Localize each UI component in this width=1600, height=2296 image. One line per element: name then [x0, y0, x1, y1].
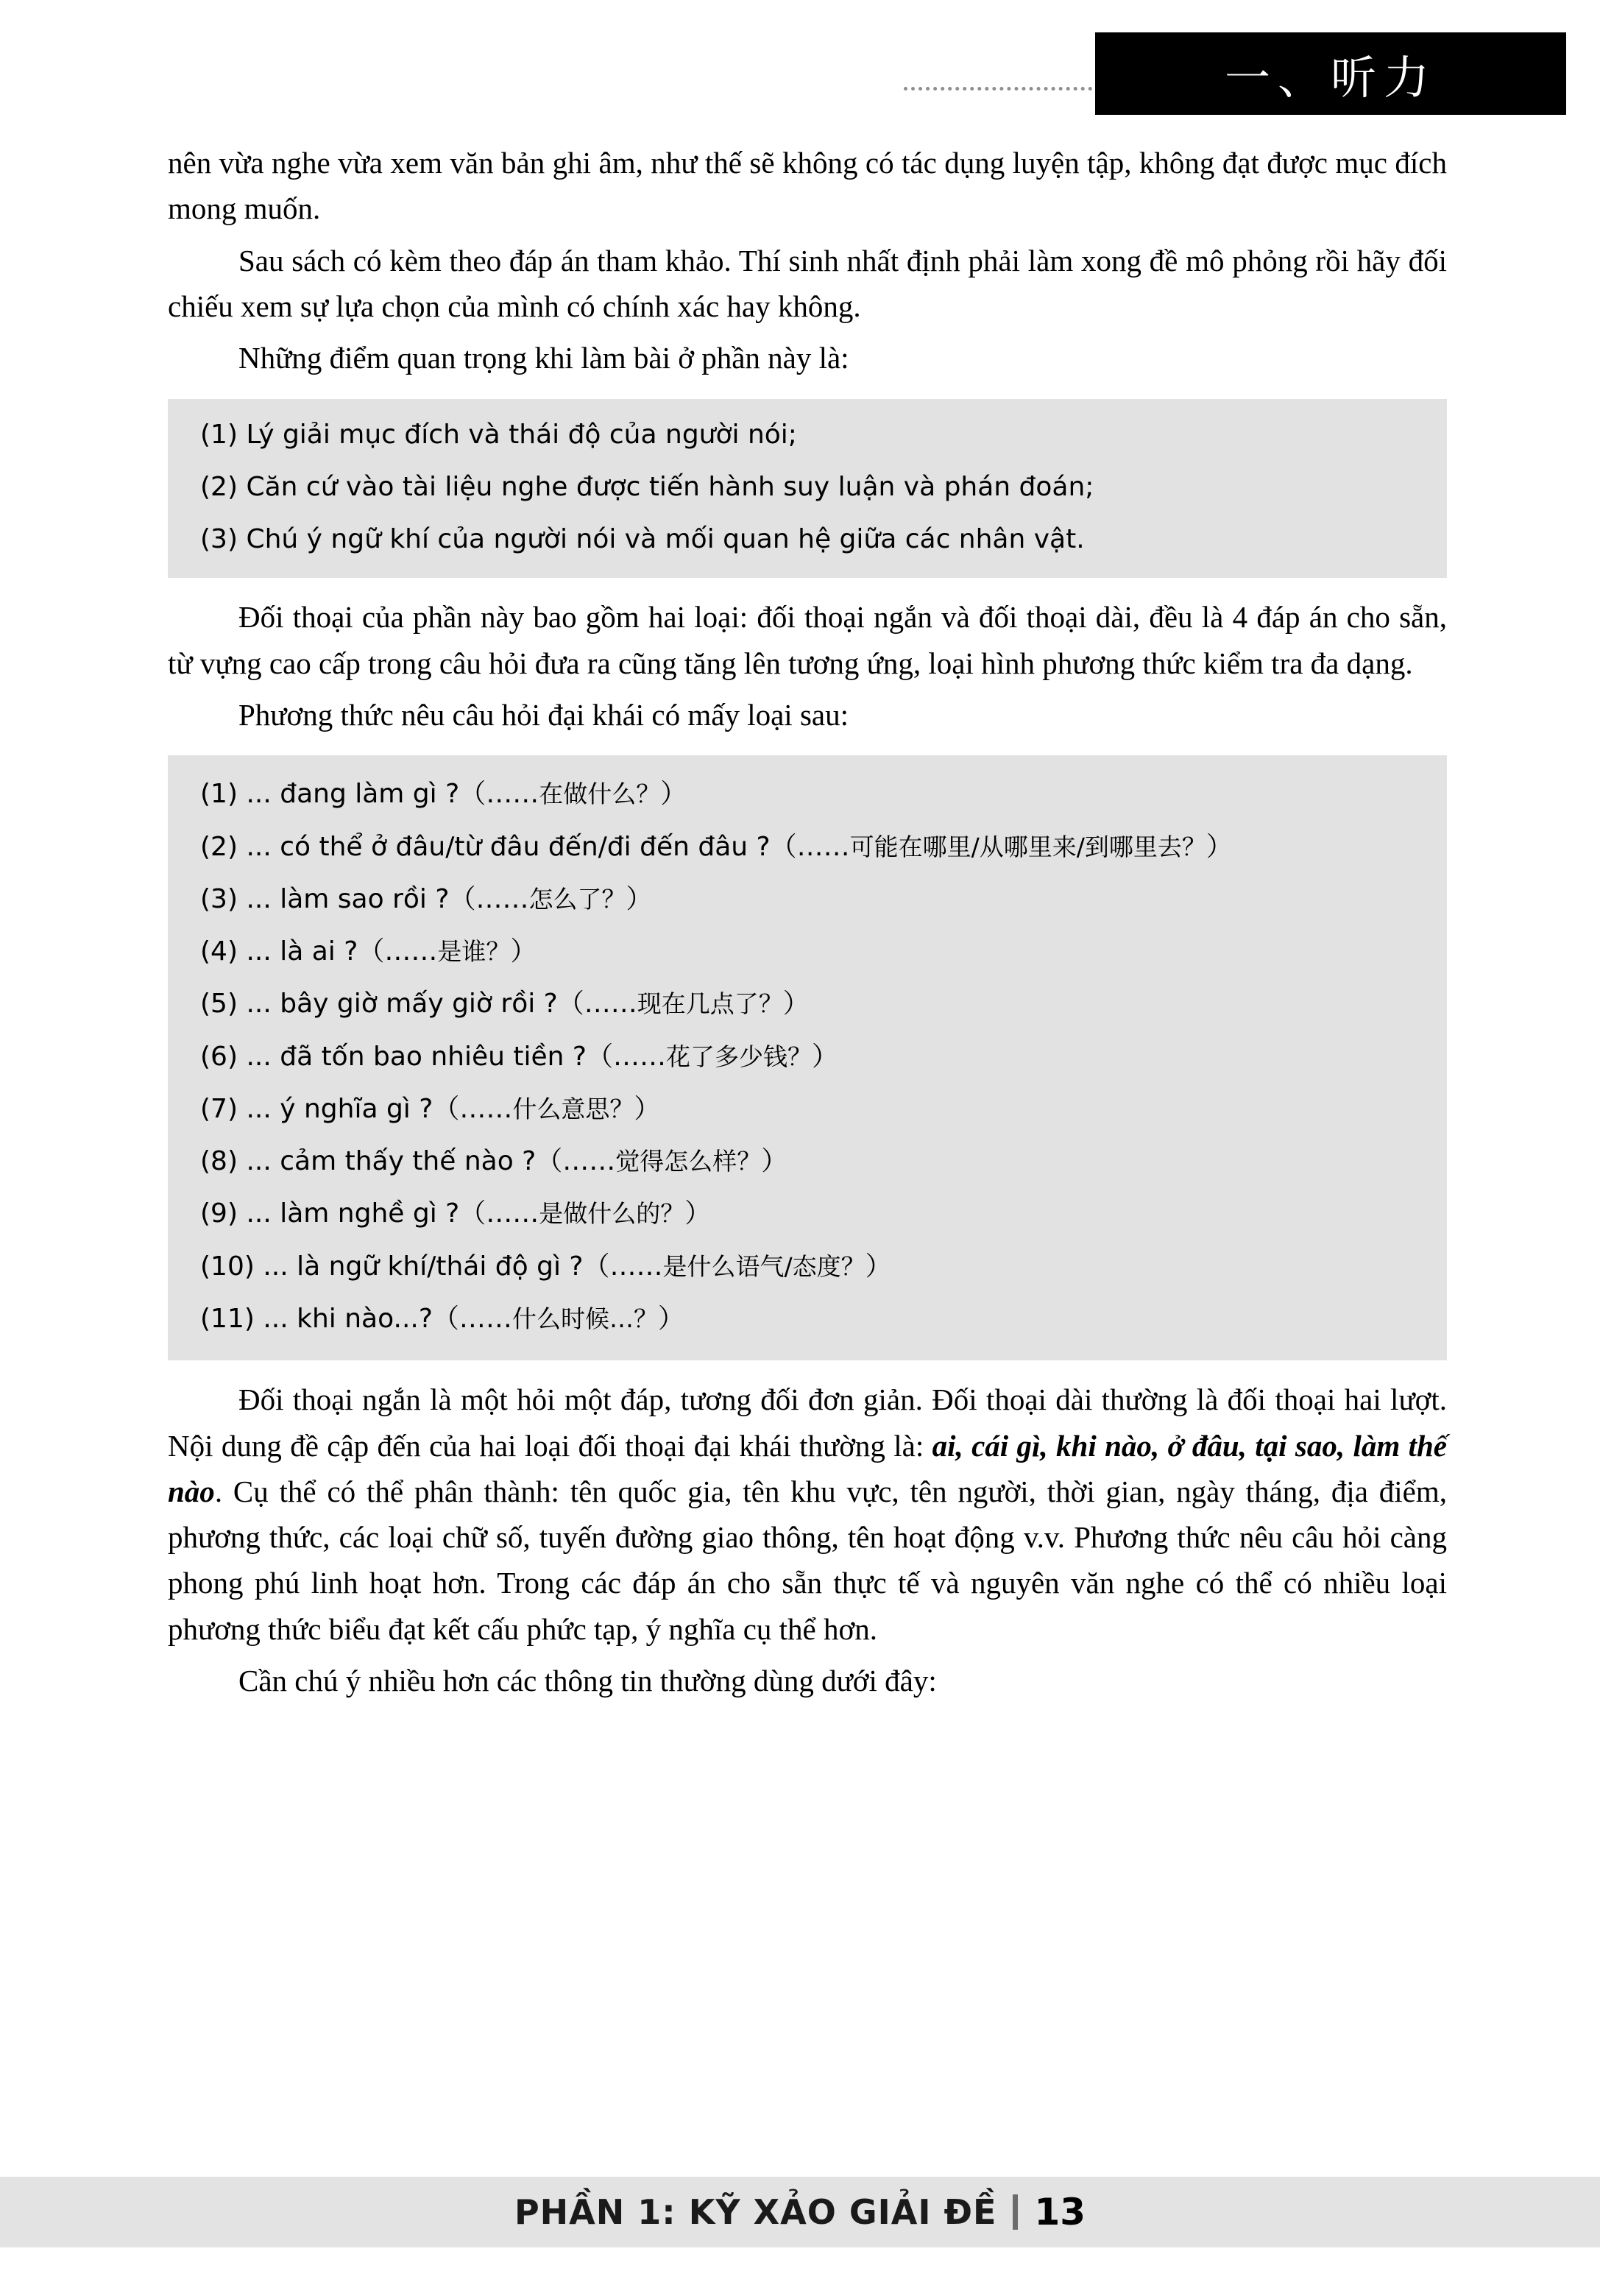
question-type-tail: ）: [634, 1093, 661, 1124]
question-type-item: [200, 880, 1415, 919]
question-type-item: [200, 932, 1415, 971]
question-type-cn: 怎么了？: [528, 884, 626, 914]
question-type-cn: 什么时候…？: [511, 1304, 658, 1333]
question-type-tail: ）: [626, 883, 653, 914]
page-footer: [0, 2177, 1600, 2247]
footer-divider: [1013, 2194, 1018, 2230]
question-type-vi: (2) ... có thể ở đâu/từ đâu đến/đi đến đâu ?（……: [200, 831, 850, 862]
question-type-vi: (3) ... làm sao rồi ?（……: [200, 883, 529, 914]
question-type-item: [200, 1194, 1415, 1233]
question-type-cn: 是什么语气/态度？: [662, 1251, 866, 1281]
question-type-cn: 在做什么？: [539, 780, 661, 809]
question-type-cn: 是做什么的？: [539, 1199, 685, 1229]
question-type-vi: (5) ... bây giờ mấy giờ rồi ?（……: [200, 989, 637, 1020]
question-type-item: [200, 827, 1415, 866]
question-type-cn: 现在几点了？: [637, 989, 783, 1019]
footer-section-title: PHẦN 1: KỸ XẢO GIẢI ĐỀ: [514, 2192, 997, 2232]
question-type-vi: (9) ... làm nghề gì ?（……: [200, 1198, 539, 1229]
paragraph-2: Sau sách có kèm theo đáp án tham khảo. Thí sinh nhất định phải làm xong đề mô phỏng rồi hãy đối chiếu xem sự lựa chọn của mình có chính xác hay không.: [168, 243, 1447, 323]
question-type-vi: (7) ... ý nghĩa gì ?（……: [200, 1093, 513, 1124]
paragraph-6-emphasis: ai, cái gì, khi nào, ở đâu, tại sao, làm thế nào: [168, 1428, 1447, 1508]
question-type-cn: 可能在哪里/从哪里来/到哪里去？: [849, 832, 1206, 861]
page-content: [168, 140, 1447, 1703]
question-type-tail: ）: [657, 1303, 684, 1334]
question-type-vi: (1) ... đang làm gì ?（……: [200, 779, 539, 810]
question-type-item: [200, 1089, 1415, 1128]
question-type-item: [200, 1142, 1415, 1181]
paragraph-4: Đối thoại của phần này bao gồm hai loại: đối thoại ngắn và đối thoại dài, đều là 4 đáp án cho sẵn, từ vựng cao cấp trong câu hỏi đưa ra cũng tăng lên tương ứng, loại hình phương thức kiểm tra đa dạng.: [168, 600, 1447, 680]
question-type-tail: ）: [660, 779, 687, 810]
question-type-item: [200, 774, 1415, 813]
question-type-vi: (11) ... khi nào...?（……: [200, 1303, 512, 1334]
paragraph-1: nên vừa nghe vừa xem văn bản ghi âm, như thế sẽ không có tác dụng luyện tập, không đạt được mục đích mong muốn.: [168, 146, 1447, 226]
question-type-item: [200, 1247, 1415, 1286]
paragraph-7: Cần chú ý nhiều hơn các thông tin thường dùng dưới đây:: [238, 1664, 937, 1698]
question-type-tail: ）: [865, 1251, 892, 1282]
key-point-item: (3) Chú ý ngữ khí của người nói và mối quan hệ giữa các nhân vật.: [200, 524, 1085, 555]
question-type-cn: 什么意思？: [512, 1094, 634, 1123]
question-type-cn: 花了多少钱？: [666, 1042, 813, 1071]
header-dotted-rule: [904, 87, 1092, 95]
question-type-tail: ）: [1206, 831, 1233, 862]
question-type-tail: ）: [510, 936, 537, 967]
question-type-tail: ）: [684, 1198, 712, 1229]
paragraph-6-part-a: Đối thoại ngắn là một hỏi một đáp, tương đối đơn giản. Đối thoại dài thường là đối thoại hai lượt. Nội dung đề cập đến của hai loại đối thoại đại khái thường là:: [168, 1382, 1447, 1463]
footer-page-number: 13: [1034, 2191, 1086, 2233]
question-type-tail: ）: [812, 1041, 839, 1072]
question-type-tail: ）: [761, 1146, 788, 1177]
question-type-vi: (6) ... đã tốn bao nhiêu tiền ?（……: [200, 1041, 667, 1072]
chapter-header-bar: [1095, 32, 1566, 115]
chapter-header-label: 一、听力: [1224, 50, 1437, 105]
paragraph-5: Phương thức nêu câu hỏi đại khái có mấy loại sau:: [238, 697, 849, 732]
question-type-vi: (4) ... là ai ?（……: [200, 936, 438, 967]
highlight-box-key-points: [168, 399, 1447, 579]
highlight-box-question-types: [168, 755, 1447, 1360]
key-point-item: (1) Lý giải mục đích và thái độ của người nói;: [200, 419, 797, 450]
question-type-cn: 觉得怎么样？: [615, 1147, 762, 1176]
question-type-tail: ）: [782, 989, 810, 1020]
question-type-item: [200, 1299, 1415, 1338]
question-type-vi: (10) ... là ngữ khí/thái độ gì ?（……: [200, 1251, 663, 1282]
question-type-item: [200, 984, 1415, 1023]
question-type-item: [200, 1037, 1415, 1076]
key-point-item: (2) Căn cứ vào tài liệu nghe được tiến hành suy luận và phán đoán;: [200, 471, 1094, 502]
footer-content: [514, 2191, 1086, 2233]
paragraph-3: Những điểm quan trọng khi làm bài ở phần này là:: [238, 341, 849, 375]
question-type-cn: 是谁？: [437, 937, 511, 967]
paragraph-6: [168, 1377, 1447, 1652]
question-type-vi: (8) ... cảm thấy thế nào ?（……: [200, 1146, 616, 1177]
paragraph-6-part-b: . Cụ thể có thể phân thành: tên quốc gia, tên khu vực, tên người, thời gian, ngày tháng, địa điểm, phương thức, các loại chữ số, tuyến đường giao thông, tên hoạt động v.v. Phương thức nêu câu hỏi càng phong phú linh hoạt hơn. Trong các đáp án cho sẵn thực tế và nguyên văn nghe có thể có nhiều loại phương thức biểu đạt kết cấu phức tạp, ý nghĩa cụ thể hơn.: [168, 1474, 1447, 1646]
